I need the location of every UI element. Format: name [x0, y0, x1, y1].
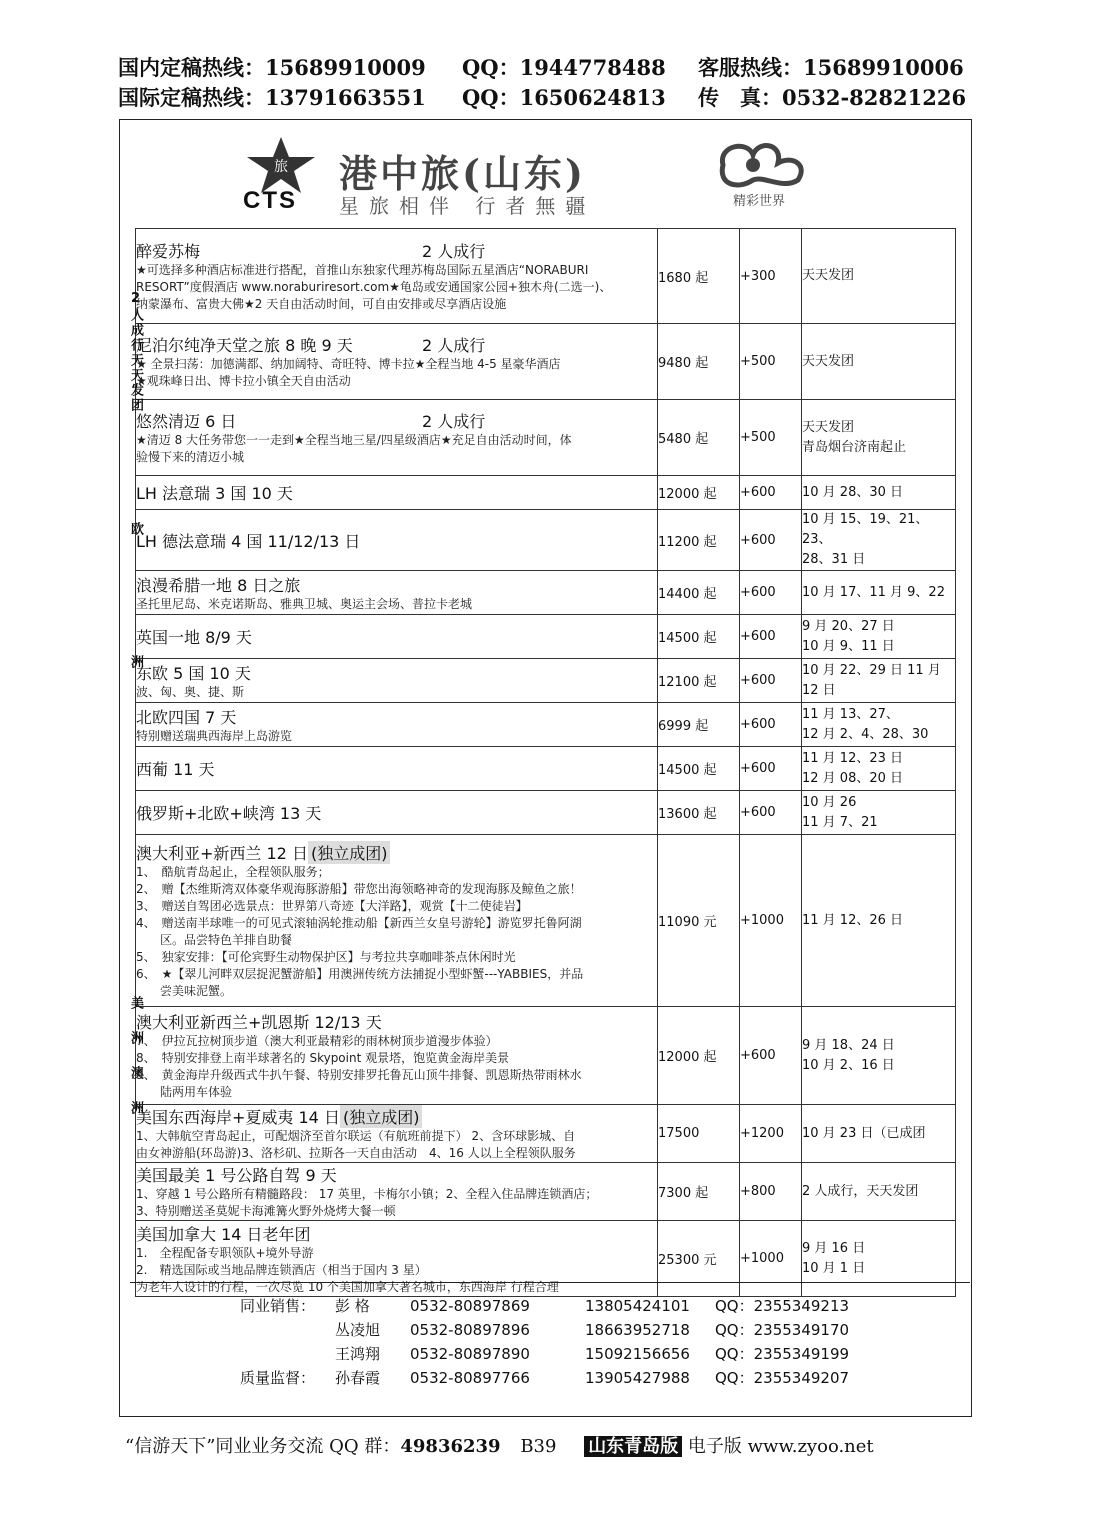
tour-item	[136, 510, 658, 571]
tour-price: 14400 起	[658, 571, 740, 615]
tour-row	[136, 324, 956, 400]
departure-date: 10 月 28、30 日	[802, 484, 904, 500]
contact-phone: 0532-80897896	[410, 1321, 530, 1339]
tour-title-row	[136, 757, 657, 780]
tour-name: 西葡 11 天	[136, 760, 215, 779]
single-supplement: +600	[740, 747, 802, 791]
brand-name: 港中旅(山东)	[339, 151, 586, 196]
tour-item	[136, 835, 658, 1007]
tour-desc-line: 7、 伊拉瓦拉树顶步道（澳大利亚最精彩的雨林树顶步道漫步体验）	[136, 1034, 498, 1048]
tour-title-row	[136, 1163, 657, 1186]
departure-dates	[802, 747, 956, 791]
tour-price: 13600 起	[658, 791, 740, 835]
domestic-qq: QQ：1944778488	[462, 55, 666, 80]
departure-date: 10 月 9、11 日	[802, 638, 895, 654]
tour-row: 2人成行天天发团 醉爱苏梅 2 人成行 ★可选择多种酒店标准进行搭配，首推山东独家代理苏梅岛国际五星酒店“NORABURI RESORT”度假酒店 www.noraburiresort.com★龟岛或安通国家公园+独木舟(二选一)、 纳蒙瀑布、富贵大佛★2 天自由活动时间，可自由安排或尽享酒店设施 1680 起 +300 天天发团	[136, 229, 956, 324]
tour-desc-line: 1、大韩航空青岛起止，可配烟济至首尔联运（有航班前提下） 2、含环球影城、自	[136, 1129, 576, 1143]
tour-title-row	[136, 239, 657, 262]
departure-date: 10 月 22、29 日 11 月	[802, 662, 941, 678]
tour-desc-line: 3、 赠送自驾团必选景点：世界第八奇迹【大洋路】，观赏【十二使徒岩】	[136, 899, 528, 913]
departure-date: 10 月 1 日	[802, 1260, 866, 1276]
sales-label: 同业销售：	[240, 1297, 316, 1315]
tour-desc-line: 1、穿越 1 号公路所有精髓路段： 17 英里，卡梅尔小镇；2、全程入住品牌连锁酒店；	[136, 1187, 598, 1201]
tour-item	[136, 400, 658, 476]
contact-qq: QQ：2355349213	[715, 1297, 850, 1315]
tour-item	[136, 791, 658, 835]
tour-name: 俄罗斯+北欧+峡湾 13 天	[136, 804, 322, 823]
tour-name: 东欧 5 国 10 天	[136, 663, 251, 683]
departure-date: 11 月 7、21	[802, 814, 878, 830]
tour-desc-line: ★可选择多种酒店标准进行搭配，首推山东独家代理苏梅岛国际五星酒店“NORABURI	[136, 263, 589, 277]
single-supplement: +600	[740, 791, 802, 835]
departure-dates	[802, 510, 956, 571]
departure-dates	[802, 1105, 956, 1163]
tour-item	[136, 747, 658, 791]
footer-divider	[130, 1416, 970, 1417]
tour-desc-line: 为老年人设计的行程，一次尽览 10 个美国加拿大著名城市，东西海岸 行程合理	[136, 1279, 559, 1294]
tour-title-row	[136, 529, 657, 552]
tour-desc-line: RESORT”度假酒店 www.noraburiresort.com★龟岛或安通国家公园+独木舟(二选一)、	[136, 280, 612, 294]
departure-date: 10 月 15、19、21、23、	[802, 512, 929, 547]
tour-name: 美国东西海岸+夏威夷 14 日	[136, 1108, 340, 1127]
tour-row	[136, 747, 956, 791]
group-number: 49836239	[400, 1436, 501, 1457]
edition-badge: 山东青岛版	[584, 1436, 682, 1457]
single-supplement: +1200	[740, 1105, 802, 1163]
contact-name: 彭 格	[335, 1297, 370, 1315]
tour-price: 12000 起	[658, 1007, 740, 1105]
tour-row	[136, 1105, 956, 1163]
contact-phone: 0532-80897890	[410, 1345, 530, 1363]
tour-item	[136, 615, 658, 659]
departure-dates	[802, 791, 956, 835]
tour-name: 澳大利亚+新西兰 12 日	[136, 844, 308, 863]
tour-name: 尼泊尔纯净天堂之旅 8 晚 9 天	[136, 336, 353, 355]
fax: 传 真：0532-82821226	[698, 85, 967, 110]
tour-row	[136, 1163, 956, 1221]
tour-title-row	[136, 333, 657, 356]
departure-dates	[802, 835, 956, 1007]
tour-title-row	[136, 625, 657, 648]
tour-price: 6999 起	[658, 703, 740, 747]
departure-date: 9 月 20、27 日	[802, 618, 895, 634]
tour-title-row	[136, 841, 657, 864]
departure-dates	[802, 615, 956, 659]
single-supplement: +600	[740, 703, 802, 747]
tour-price: 25300 元	[658, 1221, 740, 1297]
star-char: 旅	[274, 159, 288, 175]
tour-name: 英国一地 8/9 天	[136, 628, 252, 647]
tour-row	[136, 1221, 956, 1297]
tour-name: 悠然清迈 6 日	[136, 412, 237, 431]
tour-tag: 2 人成行	[422, 412, 486, 431]
tour-row	[136, 400, 956, 476]
departure-date: 10 月 2、16 日	[802, 1057, 895, 1073]
departure-date: 11 月 12、26 日	[802, 912, 904, 928]
tour-tag: 2 人成行	[422, 336, 486, 355]
tour-desc-line: ★ 全景扫荡：加德满都、纳加阔特、奇旺特、博卡拉★全程当地 4-5 星豪华酒店	[136, 357, 561, 371]
tour-desc-line: 3、特别赠送圣莫妮卡海滩篝火野外烧烤大餐一顿	[136, 1204, 396, 1218]
departure-date: 12 月 08、20 日	[802, 770, 904, 786]
departure-date: 10 月 26	[802, 794, 857, 810]
contact-mobile: 13805424101	[585, 1297, 690, 1315]
single-supplement: +600	[740, 510, 802, 571]
contact-mobile: 13905427988	[585, 1369, 690, 1387]
tour-desc-line: 波、匈、奥、捷、斯	[136, 684, 245, 699]
intl-qq: QQ：1650624813	[462, 85, 666, 110]
tour-row	[136, 791, 956, 835]
tour-item	[136, 1221, 658, 1297]
single-supplement: +600	[740, 476, 802, 510]
divider	[130, 1282, 970, 1283]
star-logo-icon	[243, 135, 319, 195]
tour-row	[136, 571, 956, 615]
tour-title-row	[136, 705, 657, 728]
departure-date: 11 月 13、27、	[802, 706, 899, 722]
departure-date: 10 月 17、11 月 9、22	[802, 584, 945, 600]
tour-tag: 2 人成行	[422, 242, 486, 261]
tour-desc-line: 陆两用车体验	[136, 1085, 233, 1099]
tour-price: 5480 起	[658, 400, 740, 476]
tour-price: 11200 起	[658, 510, 740, 571]
single-supplement: +500	[740, 400, 802, 476]
departure-date: 天天发团	[802, 419, 855, 435]
tour-desc-line: 区。品尝特色羊排自助餐	[136, 933, 293, 947]
tour-price: 7300 起	[658, 1163, 740, 1221]
tour-item	[136, 703, 658, 747]
tour-title-row	[136, 1010, 657, 1033]
tour-name: 浪漫希腊一地 8 日之旅	[136, 575, 301, 595]
tour-name: LH 法意瑞 3 国 10 天	[136, 484, 293, 503]
departure-date: 28、31 日	[802, 552, 866, 567]
tour-title-row	[136, 661, 657, 684]
departure-date: 12 月 2、4、28、30	[802, 726, 929, 742]
tour-item	[136, 1007, 658, 1105]
departure-date: 10 月 23 日（已成团	[802, 1125, 926, 1141]
contact-name: 丛凌旭	[335, 1321, 381, 1339]
cts-text: CTS	[243, 187, 297, 214]
departure-dates	[802, 1007, 956, 1105]
tour-name: LH 德法意瑞 4 国 11/12/13 日	[136, 531, 361, 551]
tour-item	[136, 324, 658, 400]
tour-row	[136, 1007, 956, 1105]
independent-badge: (独立成团)	[308, 841, 391, 864]
slogan: 星旅相伴 行者無疆	[339, 194, 596, 218]
tour-item	[136, 659, 658, 703]
tour-desc-line: 1. 全程配备专职领队+境外导游	[136, 1245, 314, 1260]
tour-desc-line: 9、 黄金海岸升级西式牛扒午餐、特别安排罗托鲁瓦山顶牛排餐、凯恩斯热带雨林水	[136, 1068, 582, 1082]
departure-date: 9 月 18、24 日	[802, 1037, 895, 1053]
tour-title-row	[136, 801, 657, 824]
departure-dates	[802, 703, 956, 747]
splendid-text: 精彩世界	[733, 194, 786, 209]
tour-desc-line: 1、 酷航青岛起止，全程领队服务；	[136, 865, 330, 879]
domestic-hotline: 国内定稿热线：15689910009	[118, 55, 426, 80]
tour-desc-line: 纳蒙瀑布、富贵大佛★2 天自由活动时间，可自由安排或尽享酒店设施	[136, 297, 507, 311]
departure-date: 11 月 12、23 日	[802, 750, 904, 766]
tour-item	[136, 571, 658, 615]
tour-item	[136, 1163, 658, 1221]
departure-dates	[802, 1221, 956, 1297]
tour-desc-line: ★清迈 8 大任务带您一一走到★全程当地三星/四星级酒店★充足自由活动时间，体	[136, 433, 572, 447]
tour-price: 12000 起	[658, 476, 740, 510]
company-logo	[243, 135, 843, 217]
tour-title-row	[136, 409, 657, 432]
tour-desc-line: 验慢下来的清迈小城	[136, 450, 245, 464]
contact-qq: QQ：2355349170	[715, 1321, 850, 1339]
departure-date: 天天发团	[802, 268, 855, 283]
tour-title-row	[136, 481, 657, 504]
tour-item	[136, 1105, 658, 1163]
single-supplement: +1000	[740, 1221, 802, 1297]
service-hotline: 客服热线：15689910006	[698, 55, 964, 80]
tour-row	[136, 510, 956, 571]
tour-desc-line: 特别赠送瑞典西海岸上岛游览	[136, 728, 293, 743]
group-label: “信游天下”同业业务交流 QQ 群：	[125, 1436, 401, 1457]
tour-name: 北欧四国 7 天	[136, 707, 237, 727]
tour-row	[136, 615, 956, 659]
single-supplement: +1000	[740, 835, 802, 1007]
departure-date: 青岛烟台济南起止	[802, 439, 907, 455]
tour-price: 9480 起	[658, 324, 740, 400]
departure-date: 2 人成行，天天发团	[802, 1183, 919, 1199]
tour-desc-line: 由女神游船(环岛游)3、洛杉矶、拉斯各一天自由活动 4、16 人以上全程领队服务	[136, 1146, 576, 1160]
tour-price: 14500 起	[658, 747, 740, 791]
tour-name: 澳大利亚新西兰+凯恩斯 12/13 天	[136, 1013, 382, 1032]
quality-label: 质量监督：	[240, 1369, 316, 1387]
tour-desc-line: 5、 独家安排：【可伦宾野生动物保护区】与考拉共享咖啡茶点休闲时光	[136, 950, 516, 964]
footer	[125, 1432, 874, 1458]
tour-item	[136, 476, 658, 510]
tour-price: 17500	[658, 1105, 740, 1163]
tour-name: 醉爱苏梅	[136, 242, 201, 261]
single-supplement: +600	[740, 571, 802, 615]
tour-desc-line: 4、 赠送南半球唯一的可见式滚轴涡轮推动船【新西兰女皇号游轮】游览罗托鲁阿湖	[136, 916, 582, 930]
tour-desc-line: 6、 ★【翠儿河畔双层捉泥蟹游船】用澳洲传统方法捕捉小型虾蟹---YABBIES，并品	[136, 967, 584, 981]
independent-badge: (独立成团)	[340, 1105, 423, 1128]
departure-date: 天天发团	[802, 353, 855, 369]
tour-desc-line: ★观珠峰日出、博卡拉小镇全天自由活动	[136, 374, 351, 388]
tour-row	[136, 659, 956, 703]
tour-desc-line: 尝美味泥蟹。	[136, 984, 233, 998]
tour-price: 1680 起	[658, 229, 740, 324]
departure-dates	[802, 229, 956, 324]
departure-dates	[802, 659, 956, 703]
single-supplement: +600	[740, 659, 802, 703]
tour-desc-line: 2. 精选国际或当地品牌连锁酒店（相当于国内 3 星）	[136, 1262, 427, 1277]
contact-name: 孙春霞	[335, 1369, 381, 1387]
tour-desc-line: 圣托里尼岛、米克诺斯岛、雅典卫城、奥运主会场、普拉卡老城	[136, 596, 473, 611]
tour-price: 11090 元	[658, 835, 740, 1007]
tour-desc-line: 8、 特别安排登上南半球著名的 Skypoint 观景塔，饱览黄金海岸美景	[136, 1051, 510, 1065]
tour-price: 14500 起	[658, 615, 740, 659]
tour-row: 欧洲 LH 法意瑞 3 国 10 天 12000 起 +600 10 月 28、30 日	[136, 476, 956, 510]
single-supplement: +600	[740, 615, 802, 659]
single-supplement: +300	[740, 229, 802, 324]
departure-dates	[802, 476, 956, 510]
contact-qq: QQ：2355349207	[715, 1369, 850, 1387]
single-supplement: +800	[740, 1163, 802, 1221]
contact-name: 王鸿翔	[335, 1345, 381, 1363]
single-supplement: +500	[740, 324, 802, 400]
tour-title-row	[136, 1105, 657, 1128]
tour-title-row	[136, 573, 657, 596]
departure-date: 12 日	[802, 682, 836, 698]
contact-phone: 0532-80897766	[410, 1369, 530, 1387]
tour-name: 美国最美 1 号公路自驾 9 天	[136, 1166, 337, 1185]
contact-mobile: 15092156656	[585, 1345, 690, 1363]
tour-item	[136, 229, 658, 324]
tour-row: 美洲澳洲 澳大利亚+新西兰 12 日 (独立成团) 1、 酷航青岛起止，全程领队服务； 2、 赠【杰维斯湾双体豪华观海豚游船】带您出海领略神奇的发现海豚及鲸鱼之旅！ 3、 赠送自驾团必选景点：世界第八奇迹【大洋路】，观赏【十二使徒岩】 4、 赠送南半球唯一的可见式滚轴涡轮推动船【新西兰女皇号游轮】游览罗托鲁阿湖 区。品尝特色羊排自助餐 5、 独家安排：【可伦宾野生动物保护区】与考拉共享咖啡茶点休闲时光 6、 ★【翠儿河畔双层捉泥蟹游船】用澳洲传统方法捕捉小型虾蟹---YABBIES，并品 尝美味泥蟹。 11090 元 +1000 11 月 12、26 日	[136, 835, 956, 1007]
departure-dates	[802, 1163, 956, 1221]
tour-name: 美国加拿大 14 日老年团	[136, 1224, 311, 1244]
intl-hotline: 国际定稿热线：13791663551	[118, 85, 426, 110]
departure-dates	[802, 571, 956, 615]
departure-dates	[802, 324, 956, 400]
contact-phone: 0532-80897869	[410, 1297, 530, 1315]
departure-date: 9 月 16 日	[802, 1240, 866, 1256]
tour-table	[128, 228, 956, 1297]
page-number: B39	[520, 1436, 557, 1457]
departure-dates	[802, 400, 956, 476]
tour-price: 12100 起	[658, 659, 740, 703]
tour-desc-line: 2、 赠【杰维斯湾双体豪华观海豚游船】带您出海领略神奇的发现海豚及鲸鱼之旅！	[136, 882, 582, 896]
website: 电子版 www.zyoo.net	[687, 1436, 874, 1457]
contact-qq: QQ：2355349199	[715, 1345, 850, 1363]
tour-title-row	[136, 1222, 657, 1245]
single-supplement: +600	[740, 1007, 802, 1105]
tour-row	[136, 703, 956, 747]
contact-mobile: 18663952718	[585, 1321, 690, 1339]
